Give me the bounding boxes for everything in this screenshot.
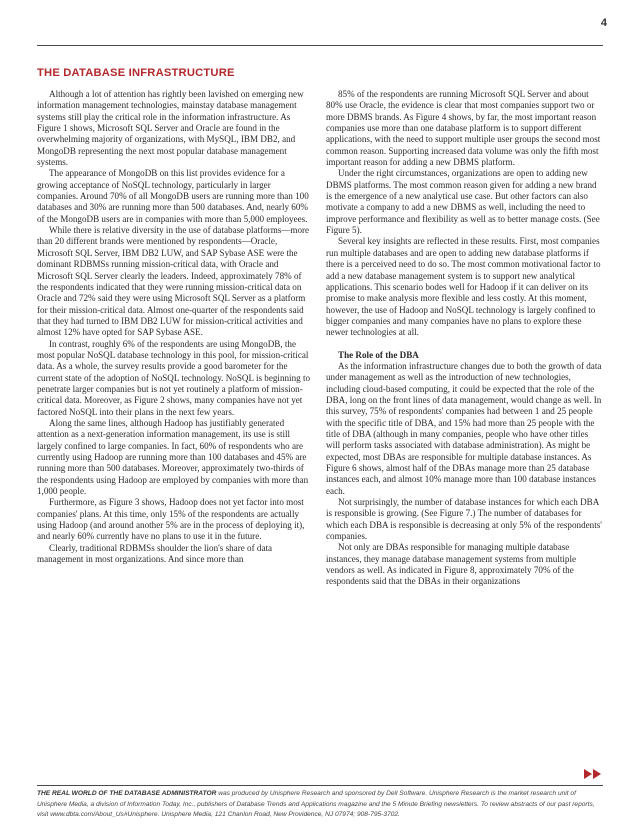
subheading-role-of-dba: The Role of the DBA bbox=[338, 349, 419, 360]
triangle-right-icon bbox=[584, 769, 592, 779]
paragraph: Furthermore, as Figure 3 shows, Hadoop does not yet factor into most companies' plans. At this time, only 15% of the respondents are actually using Hadoop (and around another 5% are in the process of deploying it), and nearly 60% currently have no plans to use it in the future. bbox=[37, 497, 305, 542]
paragraph: Not surprisingly, the number of database instances for which each DBA is responsible is growing. (See Figure 7.) The number of databases for which each DBA is responsible is decreasing at only 5% of the respondents' companies. bbox=[326, 497, 602, 542]
bottom-divider bbox=[37, 785, 603, 786]
left-column bbox=[37, 89, 314, 588]
paragraph: Several key insights are reflected in these results. First, most companies run multiple databases and are open to adding new database platforms if there is a perceived need to do so. The most common motivational factor to add a new database management system is to support new analytical applications. This scenario bodes well for Hadoop if it can deliver on its promise to make analysis more flexible and less costly. At this moment, however, the use of Hadoop and NoSQL technology is largely confined to bigger companies and many companies have no plans to explore these newer technologies at all. bbox=[326, 236, 601, 338]
paragraph: Although a lot of attention has rightly been lavished on emerging new information management technologies, mainstay database management systems still play the critical role in the information infrastructure. As Figure 1 shows, Microsoft SQL Server and Oracle are found in the overwhelming majority of organizations, with MySQL, IBM DB2, and MongoDB representing the next most popular database management systems. bbox=[37, 89, 304, 168]
body-columns bbox=[37, 89, 603, 588]
top-divider bbox=[37, 45, 603, 46]
paragraph: In contrast, roughly 6% of the respondents are using MongoDB, the most popular NoSQL database technology in this pool, for mission-critical data. As a whole, the survey results provide a good barometer for the current state of the adoption of NoSQL technology. NoSQL is beginning to penetrate larger companies but is not yet routinely a platform of mission-critical data. Moreover, as Figure 2 shows, many companies have not yet factored NoSQL into their plans in the next few years. bbox=[37, 338, 311, 417]
section-title: THE DATABASE INFRASTRUCTURE bbox=[37, 67, 235, 79]
right-column bbox=[326, 89, 603, 588]
page-number: 4 bbox=[600, 17, 607, 29]
footer-note bbox=[37, 789, 603, 821]
footer-text: was produced by Unisphere Research and sponsored by Dell Software. Unisphere Research is the market research unit of Unisphere Media, a division of Information Today, Inc., publishers of Database Trends and Applications magazine and the 5 Minute Briefing newsletters. To review abstracts of our past reports, visit www.dbta.com/About_Us#Unisphere. Unisphere Media, 121 Chanlon Road, New Providence, NJ 07974; 908-795-3702. bbox=[37, 790, 595, 818]
paragraph: Along the same lines, although Hadoop has justifiably generated attention as a next-generation information management, its use is still largely confined to large companies. In fact, 60% of respondents who are currently using Hadoop are running more than 100 databases and 45% are running more than 500 databases. Moreover, approximately two-thirds of the respondents using Hadoop are employed by companies with more than 1,000 people. bbox=[37, 417, 309, 497]
paragraph: As the information infrastructure changes due to both the growth of data under management as well as the introduction of new technologies, including cloud-based computing, it could be expected that the role of the DBA, long on the front lines of data management, would change as well. In this survey, 75% of respondents' companies had between 1 and 25 people with the specific title of DBA, and 15% had more than 25 people with the title of DBA (although in many companies, people who have other titles will perform tasks associated with database administration). As might be expected, most DBAs are responsible for multiple database instances. As Figure 6 shows, almost half of the DBAs manage more than 25 database instances each, and almost 10% manage more than 100 database instances each. bbox=[326, 360, 602, 496]
double-triangle-right-icon[interactable] bbox=[584, 769, 601, 779]
paragraph: The appearance of MongoDB on this list provides evidence for a growing acceptance of NoSQL technology, particularly in larger companies. Around 70% of all MongoDB users are running more than 100 databases and 30% are running more than 500 databases. And, nearly 60% of the MongoDB users are in companies with more than 5,000 employees. bbox=[37, 168, 309, 224]
triangle-right-icon bbox=[593, 769, 601, 779]
paragraph: While there is relative diversity in the use of database platforms—more than 20 different brands were mentioned by respondents—Oracle, Microsoft SQL Server, IBM DB2 LUW, and SAP Sybase ASE were the dominant RDBMSs running mission-critical data, with Oracle and Microsoft SQL Server clearly the leaders. Indeed, approximately 78% of the respondents indicated that they were running mission-critical data on Oracle and 72% said they were using Microsoft SQL Server as a platform for their mission-critical data. Almost one-quarter of the respondents said that they had turned to IBM DB2 LUW for mission-critical activities and almost 12% have opted for SAP Sybase ASE. bbox=[37, 225, 310, 338]
paragraph: Not only are DBAs responsible for managing multiple database instances, they manage database management systems from multiple vendors as well. As indicated in Figure 8, approximately 70% of the respondents said that the DBAs in their organizations bbox=[326, 542, 577, 587]
footer-report-title: THE REAL WORLD OF THE DATABASE ADMINISTRATOR bbox=[37, 790, 217, 797]
paragraph: Under the right circumstances, organizations are open to adding new DBMS platforms. The most common reason given for adding a new brand is the emergence of a new analytical use case. But other factors can also motivate a company to add a new DBMS as well, including the need to improve performance and flexibility as well as to better manage costs. (See Figure 5). bbox=[326, 168, 600, 236]
paragraph: 85% of the respondents are running Microsoft SQL Server and about 80% use Oracle, the evidence is clear that most companies support two or more DBMS brands. As Figure 4 shows, by far, the most important reason companies use more than one database platform is to support different applications, with the need to support multiple user groups the second most common reason. Supporting increased data volume was only the fifth most important reason for adding a new DBMS platform. bbox=[326, 89, 601, 168]
paragraph: Clearly, traditional RDBMSs shoulder the lion's share of data management in most organizations. And since more than bbox=[37, 542, 273, 565]
